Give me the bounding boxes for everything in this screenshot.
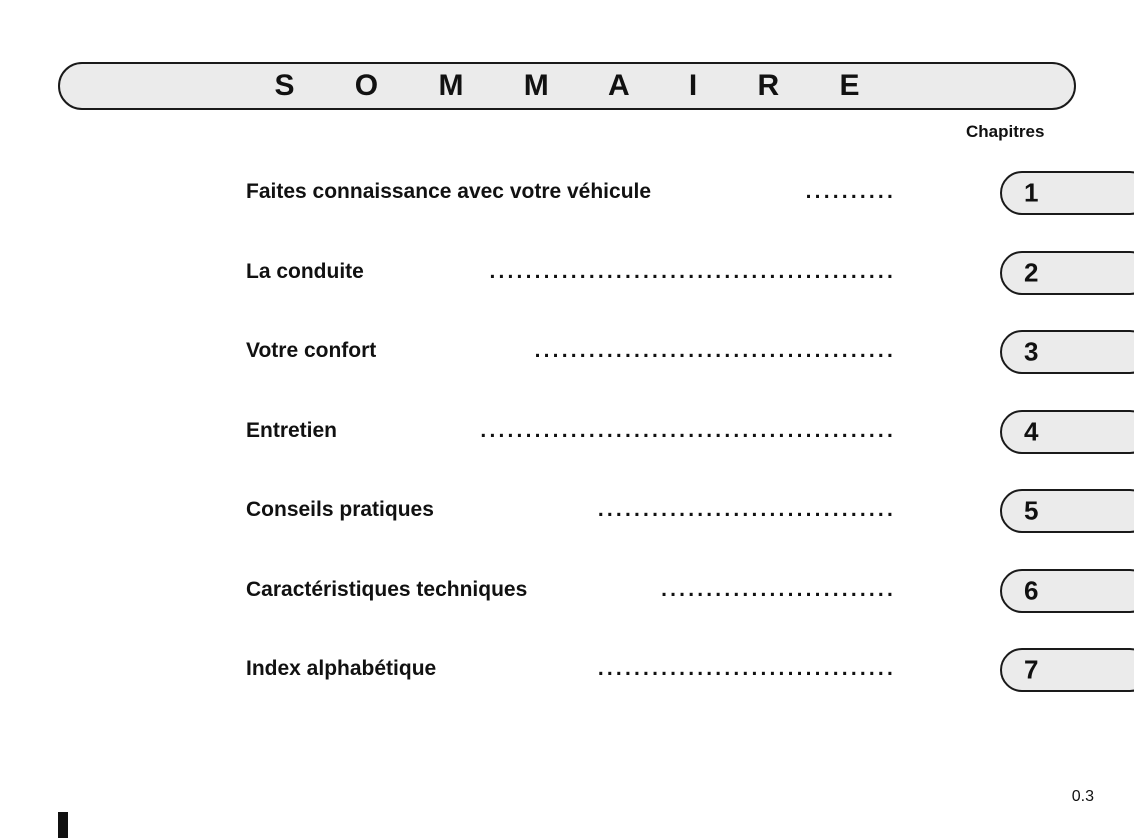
chapter-tab-4[interactable] (1000, 410, 1134, 454)
toc-leader-dots: ........................................ (534, 339, 896, 362)
toc-entry-label: Entretien (246, 418, 338, 442)
toc-leader-dots: ................................. (597, 657, 896, 680)
list-item[interactable] (0, 486, 1134, 566)
chapter-number: 3 (1024, 336, 1039, 367)
toc-entry[interactable] (246, 578, 896, 602)
chapter-number: 2 (1024, 257, 1039, 287)
toc-leader-dots: .......... (805, 180, 896, 203)
chapter-number: 1 (1024, 177, 1039, 208)
chapter-number: 7 (1024, 654, 1039, 685)
chapter-number: 4 (1024, 416, 1039, 446)
list-item[interactable] (0, 566, 1134, 646)
toc-entry-label: La conduite (246, 259, 364, 283)
list-item[interactable] (0, 407, 1134, 487)
toc-entry[interactable] (246, 180, 896, 204)
toc-entry[interactable] (246, 498, 896, 522)
summary-title-banner (58, 62, 1076, 110)
chapter-tab-7[interactable] (1000, 648, 1134, 692)
print-registration-mark (58, 812, 68, 838)
toc-entry-label: Votre confort (246, 339, 377, 362)
chapter-tab-3[interactable] (1000, 330, 1134, 374)
chapter-number: 5 (1024, 495, 1039, 526)
chapters-column-header: Chapitres (966, 122, 1045, 141)
toc-entry[interactable] (246, 339, 896, 363)
table-of-contents (0, 168, 1134, 725)
toc-entry[interactable] (246, 657, 896, 681)
toc-entry[interactable] (246, 260, 896, 284)
toc-leader-dots: ................................. (597, 498, 896, 521)
toc-entry-label: Conseils pratiques (246, 498, 434, 521)
page-title: S O M M A I R E (274, 69, 886, 102)
toc-entry-label: Index alphabétique (246, 657, 437, 680)
chapter-tab-6[interactable] (1000, 569, 1134, 613)
toc-entry-label: Faites connaissance avec votre véhicule (246, 180, 652, 203)
list-item[interactable] (0, 248, 1134, 328)
list-item[interactable] (0, 168, 1134, 248)
toc-leader-dots: .......................... (661, 577, 896, 601)
list-item[interactable] (0, 645, 1134, 725)
list-item[interactable] (0, 327, 1134, 407)
toc-entry[interactable] (246, 419, 896, 443)
toc-leader-dots: ............................................. (489, 259, 896, 283)
chapter-tab-2[interactable] (1000, 251, 1134, 295)
chapter-tab-5[interactable] (1000, 489, 1134, 533)
chapter-tab-1[interactable] (1000, 171, 1134, 215)
chapter-number: 6 (1024, 575, 1039, 605)
toc-entry-label: Caractéristiques techniques (246, 577, 528, 601)
toc-leader-dots: .............................................. (480, 418, 896, 442)
page-number: 0.3 (1071, 788, 1094, 805)
